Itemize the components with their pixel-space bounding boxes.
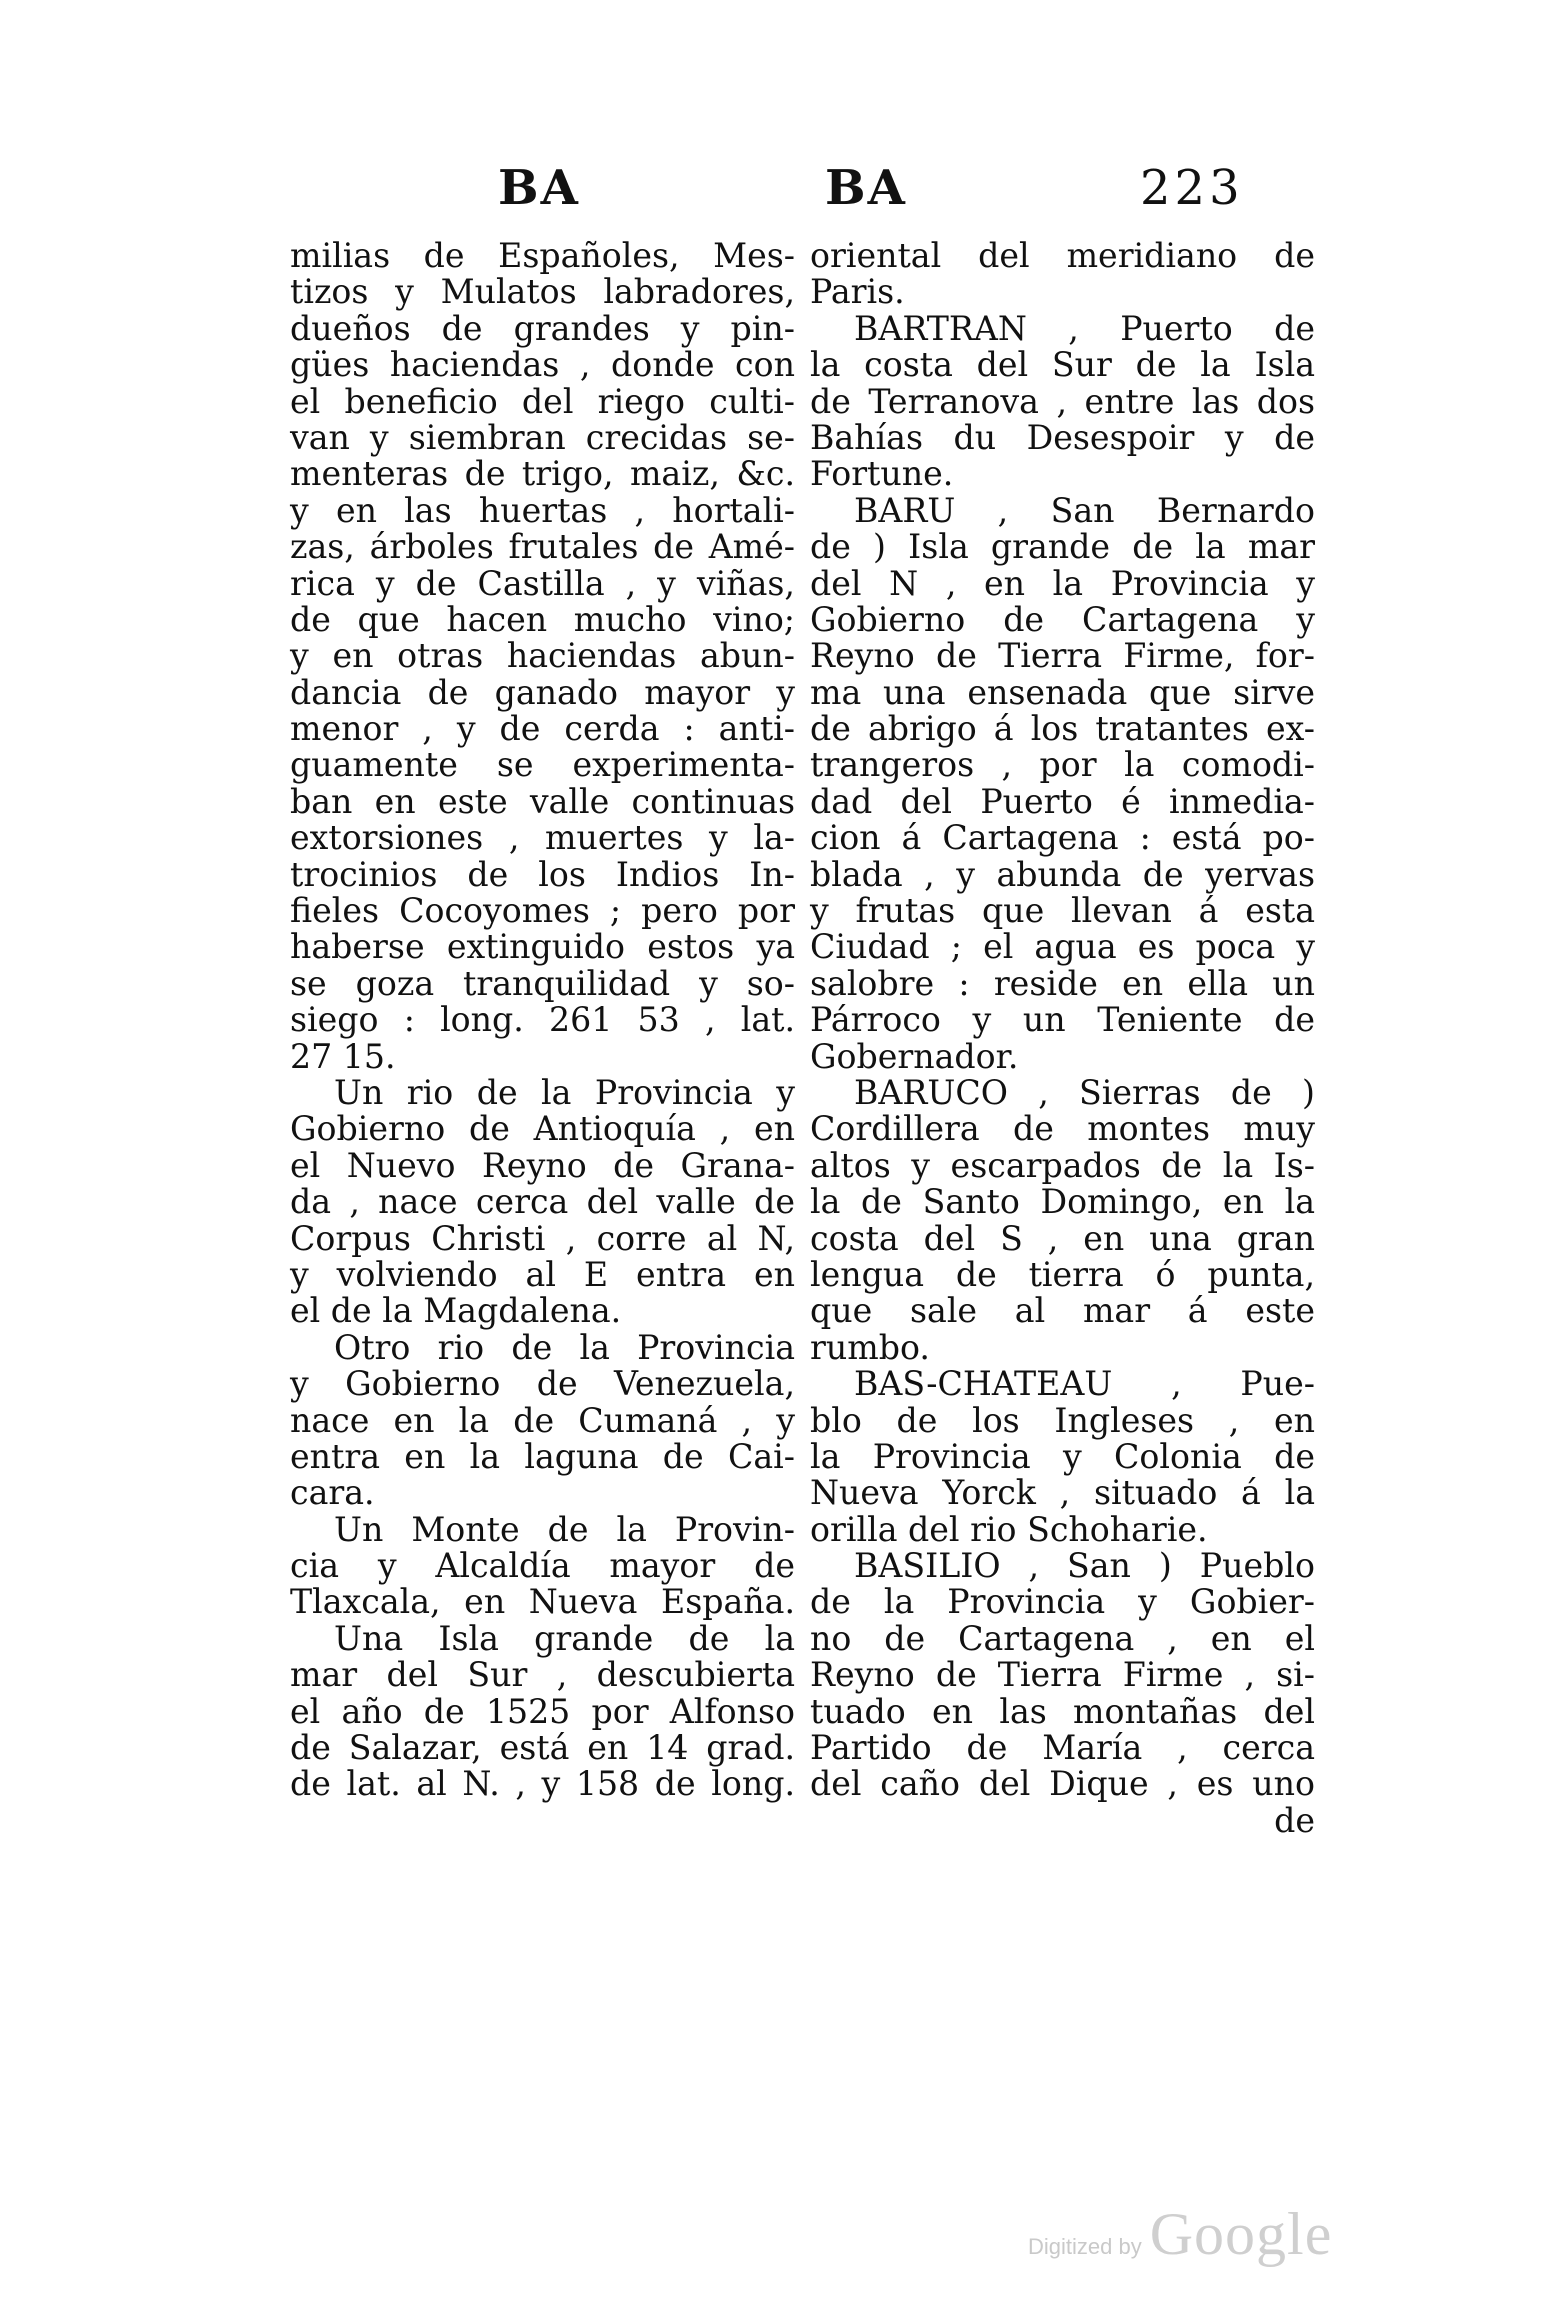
text-line: de Terranova , entre las dos: [810, 381, 1315, 421]
text-line: el Nuevo Reyno de Grana-: [290, 1145, 795, 1185]
text-line: ban en este valle continuas: [290, 781, 795, 821]
text-line: la Provincia y Colonia de: [810, 1436, 1315, 1476]
text-line: que sale al mar á este: [810, 1291, 1315, 1331]
text-line: Nueva Yorck , situado á la: [810, 1473, 1315, 1513]
text-line: blo de los Ingleses , en: [810, 1400, 1315, 1440]
text-line: de lat. al N. , y 158 de long.: [290, 1764, 795, 1804]
text-line: dueños de grandes y pin-: [290, 308, 795, 348]
text-line: 27 15.: [290, 1036, 396, 1076]
page-number: 223: [1140, 160, 1244, 216]
left-column: [290, 238, 795, 1803]
text-line: van y siembran crecidas se-: [290, 417, 795, 457]
text-line: dancia de ganado mayor y: [290, 672, 795, 712]
text-line: mar del Sur , descubierta: [290, 1655, 795, 1695]
text-line: Paris.: [810, 272, 905, 312]
text-line: el año de 1525 por Alfonso: [290, 1691, 795, 1731]
text-line: y en otras haciendas abun-: [290, 636, 795, 676]
text-line: fieles Cocoyomes ; pero por: [290, 891, 795, 931]
text-line: Gobierno de Cartagena y: [810, 599, 1315, 639]
text-line: Bahías du Desespoir y de: [810, 417, 1315, 457]
text-line: Una Isla grande de la: [334, 1618, 795, 1658]
text-line: rumbo.: [810, 1327, 930, 1367]
text-line: salobre : reside en ella un: [810, 963, 1315, 1003]
text-line: extorsiones , muertes y la-: [290, 818, 795, 858]
text-line: Partido de María , cerca: [810, 1728, 1315, 1768]
text-line: se goza tranquilidad y so-: [290, 963, 795, 1003]
text-line: Ciudad ; el agua es poca y: [810, 927, 1315, 967]
text-line: de: [1274, 1800, 1315, 1840]
text-line: orilla del rio Schoharie.: [810, 1509, 1208, 1549]
text-line: lengua de tierra ó punta,: [810, 1254, 1315, 1294]
text-line: Corpus Christi , corre al N,: [290, 1218, 795, 1258]
text-line: cion á Cartagena : está po-: [810, 818, 1315, 858]
text-line: trocinios de los Indios In-: [290, 854, 795, 894]
text-line: del N , en la Provincia y: [810, 563, 1315, 603]
running-head-right: BA: [825, 160, 907, 216]
running-head-left: BA: [498, 160, 580, 216]
text-line: haberse extinguido estos ya: [290, 927, 795, 967]
text-line: la de Santo Domingo, en la: [810, 1182, 1315, 1222]
text-line: menteras de trigo, maiz, &c.: [290, 454, 795, 494]
text-line: rica y de Castilla , y viñas,: [290, 563, 795, 603]
text-line: Párroco y un Teniente de: [810, 1000, 1315, 1040]
text-line: no de Cartagena , en el: [810, 1618, 1315, 1658]
digitized-watermark: [1028, 2200, 1332, 2269]
text-line: Cordillera de montes muy: [810, 1109, 1315, 1149]
text-line: y Gobierno de Venezuela,: [290, 1364, 795, 1404]
text-line: de Salazar, está en 14 grad.: [290, 1728, 795, 1768]
text-line: dad del Puerto é inmedia-: [810, 781, 1315, 821]
right-column: [810, 238, 1315, 1839]
text-line: y frutas que llevan á esta: [810, 891, 1315, 931]
text-line: guamente se experimenta-: [290, 745, 795, 785]
text-line: BARU , San Bernardo: [854, 490, 1315, 530]
text-line: BASILIO , San ) Pueblo: [854, 1546, 1315, 1586]
text-line: ma una ensenada que sirve: [810, 672, 1315, 712]
text-line: tuado en las montañas del: [810, 1691, 1315, 1731]
text-line: blada , y abunda de yervas: [810, 854, 1315, 894]
text-line: y en las huertas , hortali-: [290, 490, 795, 530]
text-line: de que hacen mucho vino;: [290, 599, 795, 639]
text-line: Un Monte de la Provin-: [334, 1509, 795, 1549]
text-line: Fortune.: [810, 454, 954, 494]
text-line: costa del S , en una gran: [810, 1218, 1315, 1258]
text-line: cia y Alcaldía mayor de: [290, 1546, 795, 1586]
text-line: zas, árboles frutales de Amé-: [290, 527, 795, 567]
text-line: la costa del Sur de la Isla: [810, 345, 1315, 385]
text-line: y volviendo al E entra en: [290, 1254, 795, 1294]
text-line: altos y escarpados de la Is-: [810, 1145, 1315, 1185]
text-line: Reyno de Tierra Firme , si-: [810, 1655, 1315, 1695]
digitized-by-text: Digitized by: [1028, 2234, 1142, 2259]
text-line: tizos y Mulatos labradores,: [290, 272, 795, 312]
text-line: Gobernador.: [810, 1036, 1019, 1076]
text-line: nace en la de Cumaná , y: [290, 1400, 795, 1440]
text-line: cara.: [290, 1473, 375, 1513]
text-line: el de la Magdalena.: [290, 1291, 622, 1331]
text-line: de ) Isla grande de la mar: [810, 527, 1315, 567]
text-line: Otro rio de la Provincia: [334, 1327, 795, 1367]
text-line: milias de Españoles, Mes-: [290, 236, 795, 275]
text-line: trangeros , por la comodi-: [810, 745, 1315, 785]
text-line: BAS-CHATEAU , Pue-: [854, 1364, 1315, 1404]
google-logo: Google: [1149, 2201, 1333, 2267]
text-line: oriental del meridiano de: [810, 236, 1315, 275]
text-line: BARTRAN , Puerto de: [854, 308, 1315, 348]
text-line: de la Provincia y Gobier-: [810, 1582, 1315, 1622]
text-line: siego : long. 261 53 , lat.: [290, 1000, 795, 1040]
text-line: Tlaxcala, en Nueva España.: [290, 1582, 795, 1622]
text-line: el beneficio del riego culti-: [290, 381, 795, 421]
text-line: da , nace cerca del valle de: [290, 1182, 795, 1222]
text-line: gües haciendas , donde con: [290, 345, 795, 385]
text-line: Un rio de la Provincia y: [334, 1072, 795, 1112]
text-line: menor , y de cerda : anti-: [290, 709, 795, 749]
text-line: entra en la laguna de Cai-: [290, 1436, 795, 1476]
text-line: Reyno de Tierra Firme, for-: [810, 636, 1315, 676]
text-line: Gobierno de Antioquía , en: [290, 1109, 795, 1149]
text-line: BARUCO , Sierras de ): [854, 1072, 1315, 1112]
text-line: de abrigo á los tratantes ex-: [810, 709, 1315, 749]
text-line: del caño del Dique , es uno: [810, 1764, 1315, 1804]
